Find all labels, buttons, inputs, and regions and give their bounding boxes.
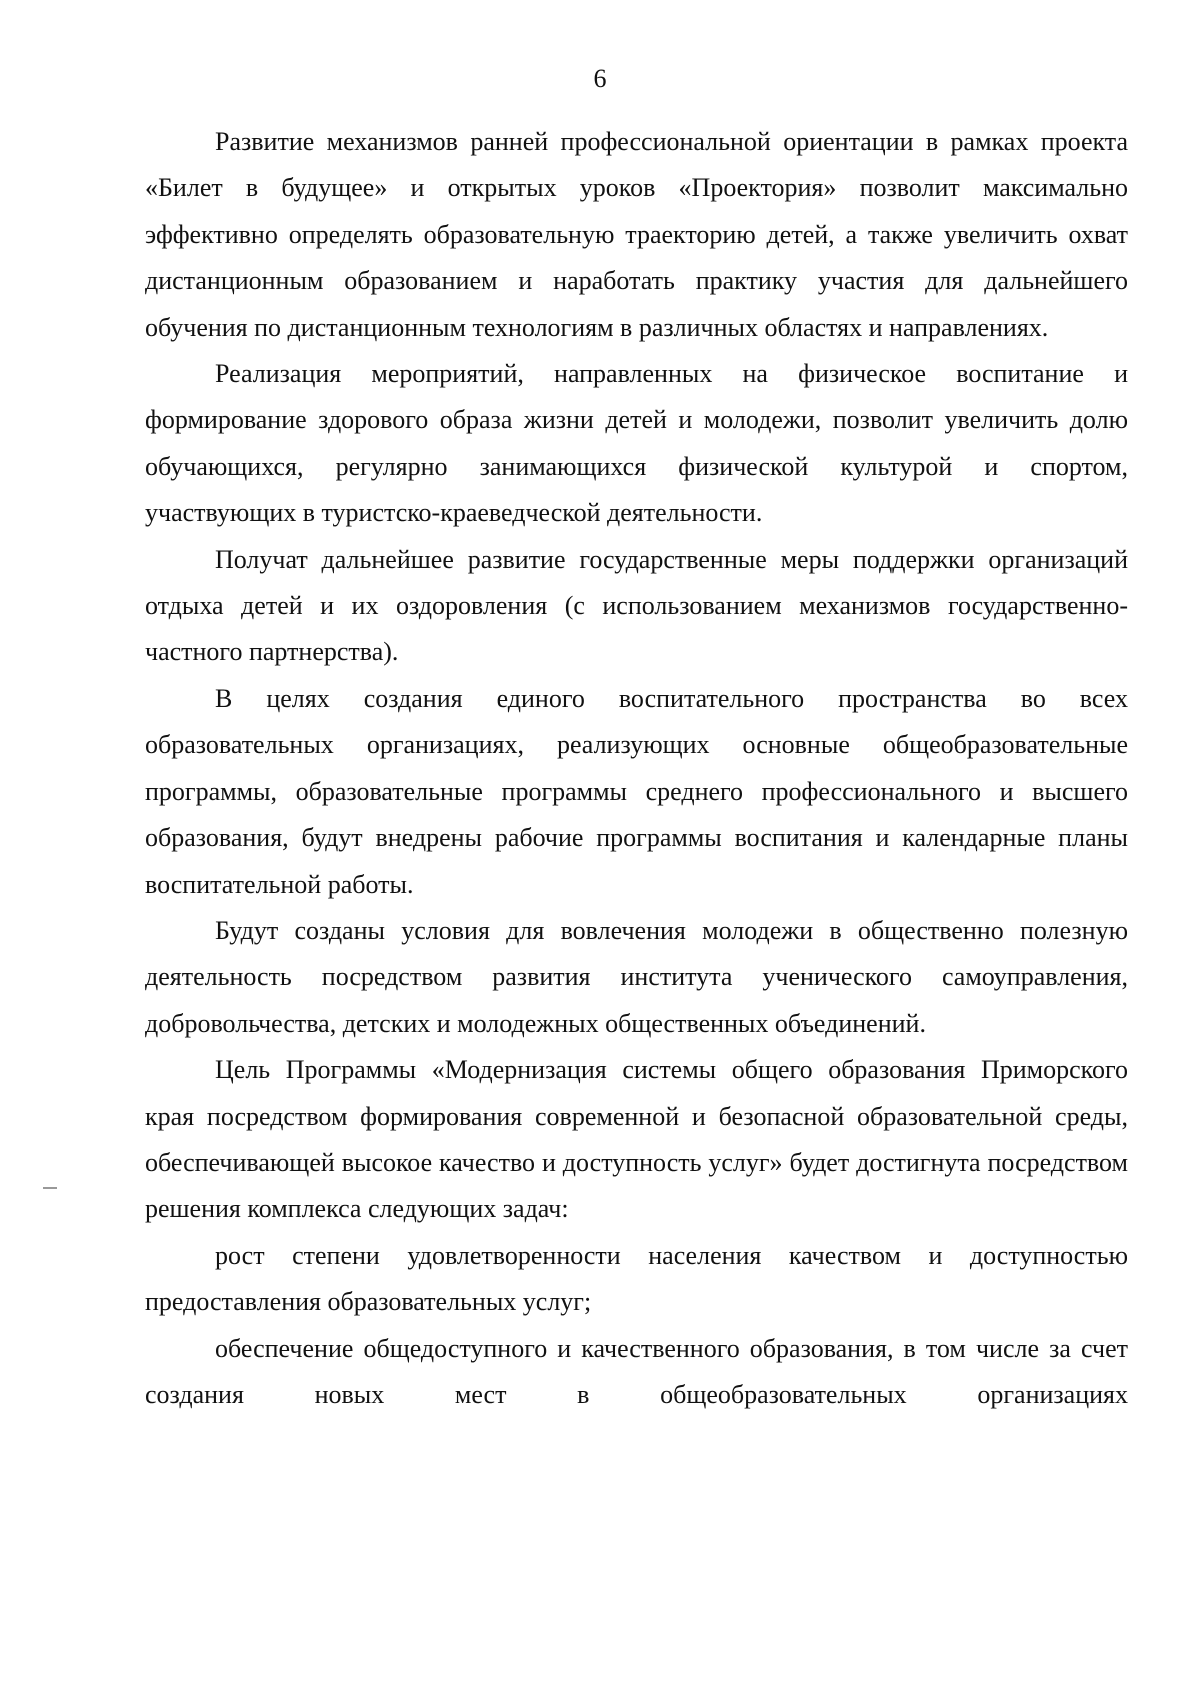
page-number: 6 [593, 64, 607, 93]
paragraph-physical-education: Реализация мероприятий, направленных на физическое воспитание и формирование здорового образа жизни детей и молодежи, позволит увеличить долю обучающихся, регулярно занимающихся физической культурой и спортом, участвующих в туристско-краеведческой деятельности. [145, 359, 1128, 528]
paragraph-task-satisfaction: рост степени удовлетворенности населения качеством и доступностью предоставления образовательных услуг; [145, 1240, 1128, 1317]
paragraph-career-guidance: Развитие механизмов ранней профессиональной ориентации в рамках проекта «Билет в будущее» и открытых уроков «Проектория» позволит максимально эффективно определять образовательную траекторию детей, а также увеличить охват дистанционным образованием и наработать практику участия для дальнейшего обучения по дистанционным технологиям в различных областях и направлениях. [145, 127, 1128, 342]
scan-margin-mark [43, 1187, 57, 1189]
paragraph-educational-space: В целях создания единого воспитательного пространства во всех образовательных организациях, реализующих основные общеобразовательные программы, образовательные программы среднего профессионального и высшего образования, будут внедрены рабочие программы воспитания и календарные планы воспитательной работы. [145, 683, 1128, 899]
paragraph-recreation-support: Получат дальнейшее развитие государственные меры поддержки организаций отдыха детей и их оздоровления (с использованием механизмов государственно-частного партнерства). [145, 544, 1128, 667]
paragraph-youth-involvement: Будут созданы условия для вовлечения молодежи в общественно полезную деятельность посредством развития института ученического самоуправления, добровольчества, детских и молодежных общественных объединений. [145, 915, 1128, 1038]
paragraph-task-access: обеспечение общедоступного и качественного образования, в том числе за счет создания новых мест в общеобразовательных организациях [145, 1333, 1128, 1409]
paragraph-program-goal: Цель Программы «Модернизация системы общего образования Приморского края посредством формирования современной и безопасной образовательной среды, обеспечивающей высокое качество и доступность услуг» будет достигнута посредством решения комплекса следующих задач: [145, 1055, 1128, 1224]
document-body [145, 119, 1128, 1418]
